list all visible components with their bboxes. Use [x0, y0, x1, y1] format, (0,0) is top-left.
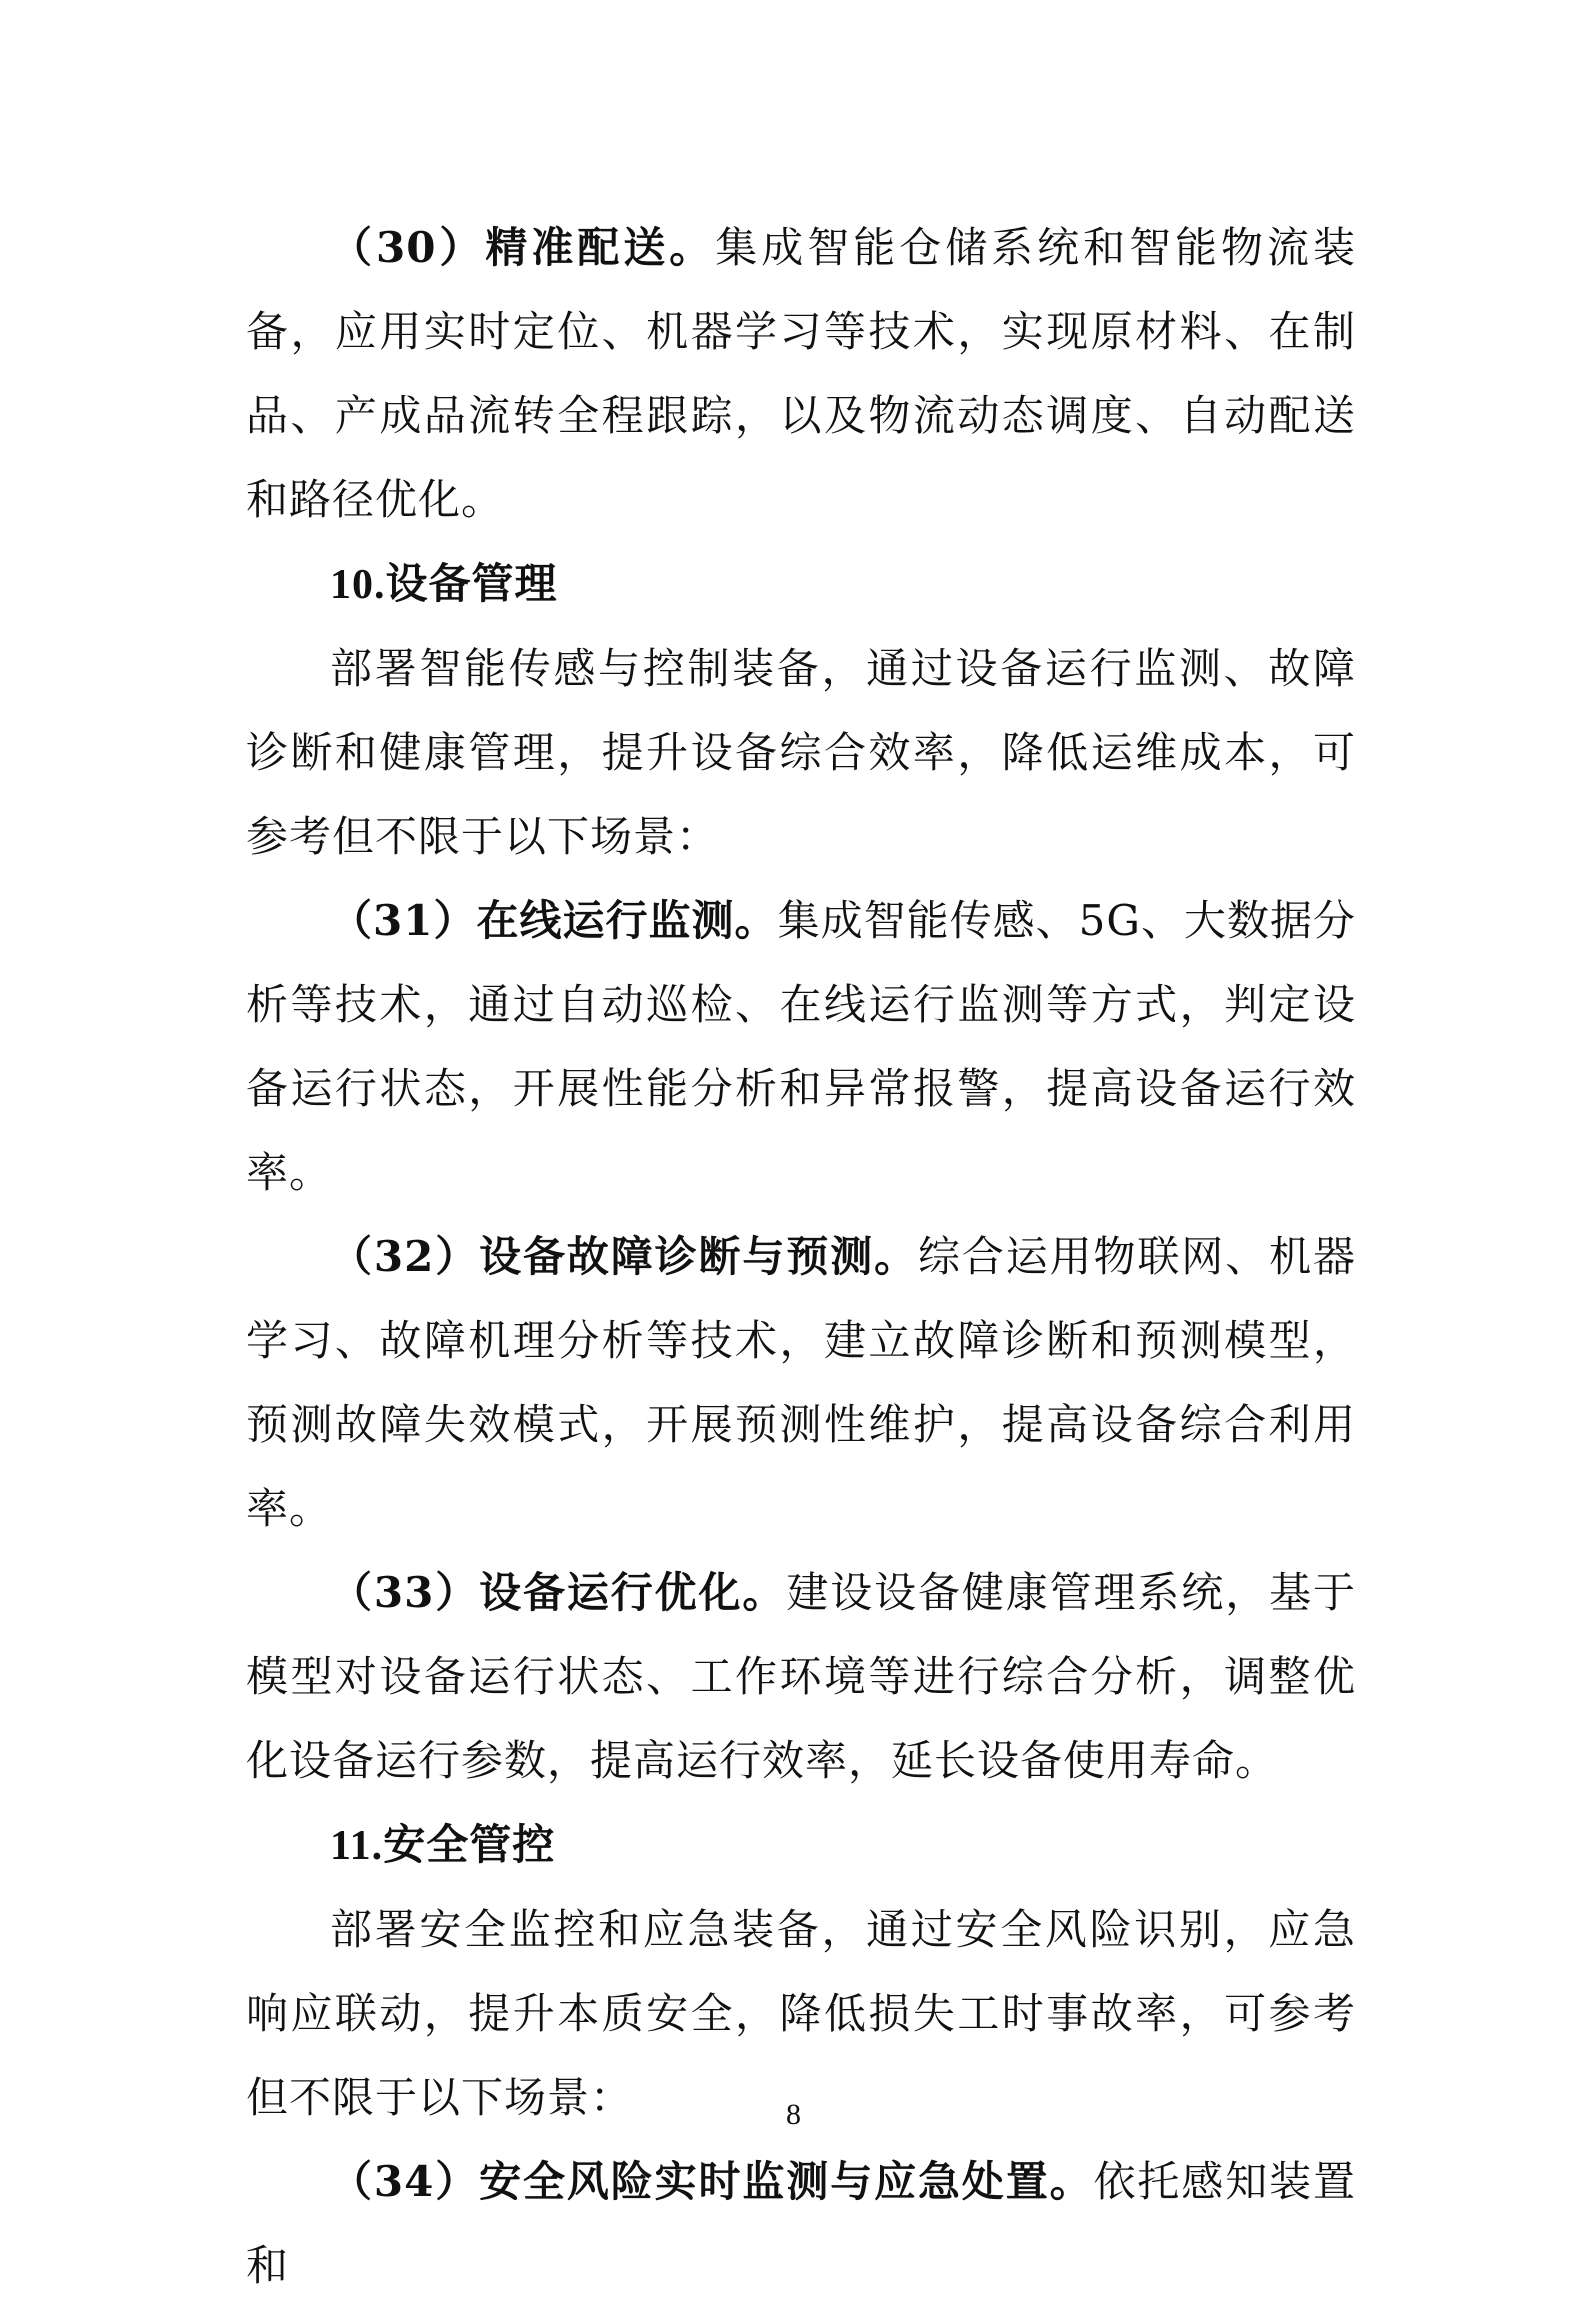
item-body-30: 集成智能仓储系统和智能物流装备，应用实时定位、机器学习等技术，实现原材料、在制品、产成品流转全程跟踪，以及物流动态调度、自动配送和路径优化。	[246, 223, 1356, 524]
section-number-11: 11.	[330, 1823, 384, 1869]
paragraph-33	[246, 1551, 1356, 1803]
item-title-34: 安全风险实时监测与应急处置。	[479, 2157, 1094, 2206]
section-intro-11: 部署安全监控和应急装备，通过安全风险识别，应急响应联动，提升本质安全，降低损失工时事故率，可参考但不限于以下场景：	[246, 1905, 1356, 2122]
section-title-11: 安全管控	[383, 1820, 556, 1869]
item-number-30: （30）	[330, 223, 486, 272]
item-body-32: 综合运用物联网、机器学习、故障机理分析等技术，建立故障诊断和预测模型，预测故障失效模式，开展预测性维护，提高设备综合利用率。	[246, 1232, 1356, 1533]
item-number-31: （31）	[330, 896, 477, 945]
item-body-31: 集成智能传感、5G、大数据分析等技术，通过自动巡检、在线运行监测等方式，判定设备运行状态，开展性能分析和异常报警，提高设备运行效率。	[246, 896, 1356, 1197]
section-title-10: 设备管理	[385, 559, 558, 608]
item-title-30: 精准配送。	[485, 223, 716, 272]
page-number: 8	[786, 2098, 801, 2131]
paragraph-30	[246, 206, 1356, 542]
paragraph-31	[246, 879, 1356, 1215]
item-title-31: 在线运行监测。	[476, 896, 778, 945]
section-intro-10: 部署智能传感与控制装备，通过设备运行监测、故障诊断和健康管理，提升设备综合效率，降低运维成本，可参考但不限于以下场景：	[246, 644, 1356, 861]
paragraph-32	[246, 1215, 1356, 1551]
item-title-33: 设备运行优化。	[479, 1568, 787, 1617]
item-title-32: 设备故障诊断与预测。	[479, 1232, 918, 1281]
item-number-32: （32）	[330, 1232, 480, 1281]
section-heading-10	[246, 542, 1356, 627]
item-number-33: （33）	[330, 1568, 480, 1617]
item-number-34: （34）	[330, 2157, 480, 2206]
section-number-10: 10.	[330, 562, 386, 608]
document-body	[246, 206, 1356, 2308]
item-body-34: 依托感知装置和	[246, 2157, 1356, 2290]
section-heading-11	[246, 1803, 1356, 1888]
paragraph-34	[246, 2140, 1356, 2308]
item-body-33: 建设设备健康管理系统，基于模型对设备运行状态、工作环境等进行综合分析，调整优化设备运行参数，提高运行效率，延长设备使用寿命。	[246, 1568, 1356, 1785]
